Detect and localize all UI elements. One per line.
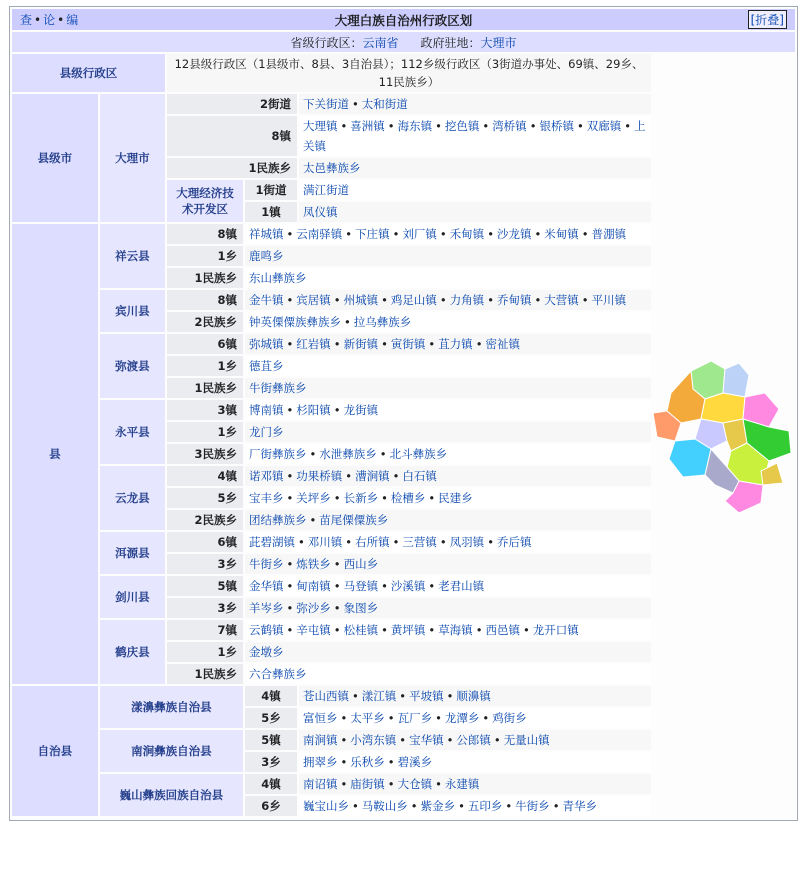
- list-cell: [245, 642, 651, 662]
- place-link[interactable]: 金墩乡: [249, 645, 284, 659]
- count-label: 1乡: [167, 422, 243, 442]
- county-name: 剑川县: [100, 576, 165, 618]
- list-cell: [245, 598, 651, 618]
- bullet-separator: •: [340, 711, 348, 725]
- bullet-separator: •: [392, 469, 400, 483]
- place-link[interactable]: 太平乡: [350, 711, 385, 725]
- bullet-separator: •: [435, 777, 442, 791]
- place-link[interactable]: 六合彝族乡: [249, 667, 307, 681]
- place-link[interactable]: 青华乡: [562, 799, 597, 813]
- bullet-separator: •: [522, 623, 530, 637]
- place-link[interactable]: 喜洲镇: [350, 119, 385, 133]
- place-link[interactable]: 瓦厂乡: [397, 711, 433, 725]
- list-cell: [245, 488, 651, 508]
- place-link[interactable]: 平川镇: [591, 293, 627, 307]
- place-link[interactable]: 牛街彝族乡: [249, 381, 307, 395]
- bullet-separator: •: [439, 227, 447, 241]
- bullet-separator: •: [333, 293, 341, 307]
- place-link[interactable]: 乔后镇: [496, 535, 532, 549]
- count-label: 1乡: [167, 356, 243, 376]
- place-link[interactable]: 乔甸镇: [496, 293, 532, 307]
- bullet-separator: •: [505, 799, 513, 813]
- place-link[interactable]: 凤羽镇: [449, 535, 485, 549]
- list-cell: [299, 94, 651, 114]
- list-cell: [299, 796, 651, 816]
- bullet-separator: •: [581, 227, 589, 241]
- place-link[interactable]: 牛街乡: [249, 557, 284, 571]
- count-label: 3民族乡: [167, 444, 243, 464]
- place-link[interactable]: 祥城镇: [249, 227, 284, 241]
- place-link[interactable]: 平坡镇: [409, 689, 444, 703]
- count-label: 1乡: [167, 642, 243, 662]
- list-cell: [245, 576, 651, 596]
- place-link[interactable]: 象图乡: [343, 601, 379, 615]
- count-label: 8镇: [167, 116, 297, 156]
- list-cell: [245, 444, 651, 464]
- bullet-separator: •: [381, 579, 388, 593]
- place-link[interactable]: 龙开口镇: [532, 623, 579, 637]
- county-name: 云龙县: [100, 466, 165, 530]
- bullet-separator: •: [286, 491, 294, 505]
- place-link[interactable]: 州城镇: [343, 293, 379, 307]
- navbox-above: [12, 32, 795, 52]
- place-link[interactable]: 紫金乡: [420, 799, 456, 813]
- list-cell: [245, 422, 651, 442]
- list-cell: [245, 510, 651, 530]
- bullet-separator: •: [333, 337, 341, 351]
- summary-text: [167, 54, 651, 92]
- place-link[interactable]: 牛街乡: [515, 799, 550, 813]
- bullet-separator: •: [534, 293, 542, 307]
- place-link[interactable]: 三营镇: [402, 535, 437, 549]
- place-link[interactable]: 关坪乡: [296, 491, 331, 505]
- list-cell: [245, 334, 651, 354]
- bullet-separator: •: [381, 491, 388, 505]
- count-label: 2民族乡: [167, 312, 243, 332]
- county-name: 祥云县: [100, 224, 165, 288]
- bullet-separator: •: [439, 535, 447, 549]
- navbox: [9, 6, 798, 821]
- place-link[interactable]: 德苴乡: [249, 359, 284, 373]
- place-link[interactable]: 大营镇: [544, 293, 579, 307]
- count-label: 3乡: [245, 752, 297, 772]
- list-cell: [245, 664, 651, 684]
- count-label: 2民族乡: [167, 510, 243, 530]
- place-link[interactable]: 银桥镇: [539, 119, 574, 133]
- place-link[interactable]: 庙街镇: [350, 777, 385, 791]
- place-link[interactable]: 西邑镇: [485, 623, 520, 637]
- bullet-separator: •: [534, 227, 542, 241]
- bullet-separator: •: [446, 689, 454, 703]
- place-link[interactable]: 马登镇: [343, 579, 379, 593]
- list-cell: [299, 116, 651, 156]
- bullet-separator: •: [286, 623, 294, 637]
- region-heqing: [723, 363, 749, 397]
- bullet-separator: •: [410, 799, 418, 813]
- place-link[interactable]: 公郎镇: [456, 733, 491, 747]
- place-link[interactable]: 金华镇: [249, 579, 284, 593]
- place-link[interactable]: 密祉镇: [485, 337, 520, 351]
- place-link[interactable]: 鸡街乡: [492, 711, 527, 725]
- bullet-separator: •: [493, 733, 501, 747]
- summary-separator: ；: [389, 57, 401, 71]
- place-link[interactable]: 下庄镇: [355, 227, 390, 241]
- place-link[interactable]: 沙溪镇: [390, 579, 426, 593]
- bullet-separator: •: [439, 293, 447, 307]
- count-label: 4镇: [245, 686, 297, 706]
- place-link[interactable]: 顺濞镇: [456, 689, 491, 703]
- bullet-separator: •: [482, 711, 490, 725]
- bullet-separator: •: [286, 579, 294, 593]
- bullet-separator: •: [399, 689, 407, 703]
- bullet-separator: •: [286, 557, 294, 571]
- bullet-separator: •: [286, 469, 294, 483]
- place-link[interactable]: 检槽乡: [390, 491, 426, 505]
- list-cell: [299, 180, 651, 200]
- place-link[interactable]: 大仓镇: [397, 777, 433, 791]
- place-link[interactable]: 太邑彝族乡: [303, 161, 361, 175]
- list-cell: [299, 774, 651, 794]
- bullet-separator: •: [387, 711, 395, 725]
- place-link[interactable]: 力角镇: [449, 293, 485, 307]
- summary-township-count: 112乡级行政区（3街道办事处、69镇、29乡、11民族乡）: [378, 57, 644, 89]
- bullet-separator: •: [333, 579, 341, 593]
- summary-county-count: 12县级行政区（1县级市、8县、3自治县）: [174, 57, 390, 71]
- autonomous-county-name: 巍山彝族回族自治县: [100, 774, 243, 816]
- place-link[interactable]: 宾居镇: [296, 293, 331, 307]
- list-cell: [245, 268, 651, 288]
- place-link[interactable]: 挖色镇: [444, 119, 480, 133]
- count-label: 2街道: [167, 94, 297, 114]
- count-label: 1乡: [167, 246, 243, 266]
- place-link[interactable]: 邓川镇: [307, 535, 343, 549]
- place-link[interactable]: 无量山镇: [503, 733, 550, 747]
- place-link[interactable]: 马鞍山乡: [361, 799, 408, 813]
- place-link[interactable]: 弥沙乡: [296, 601, 331, 615]
- place-link[interactable]: 红岩镇: [296, 337, 331, 351]
- bullet-separator: •: [352, 689, 359, 703]
- region-yangbi: [669, 439, 711, 477]
- place-link[interactable]: 龙门乡: [249, 425, 284, 439]
- count-label: 1民族乡: [167, 378, 243, 398]
- bullet-separator: •: [352, 799, 359, 813]
- bullet-separator: •: [624, 119, 632, 133]
- place-link[interactable]: 羊岑乡: [249, 601, 284, 615]
- bullet-separator: •: [428, 491, 436, 505]
- bullet-separator: •: [387, 119, 395, 133]
- place-link[interactable]: 下关街道: [303, 97, 349, 111]
- county-name: 永平县: [100, 400, 165, 464]
- place-link[interactable]: 太和街道: [361, 97, 408, 111]
- bullet-separator: •: [458, 799, 465, 813]
- bullet-separator: •: [340, 733, 348, 747]
- place-link[interactable]: 拉乌彝族乡: [353, 315, 412, 329]
- place-link[interactable]: 龙街镇: [343, 403, 379, 417]
- place-link[interactable]: 苴力镇: [438, 337, 473, 351]
- place-link[interactable]: 宝丰乡: [249, 491, 284, 505]
- bullet-separator: •: [381, 293, 388, 307]
- count-label: 5乡: [167, 488, 243, 508]
- bullet-separator: •: [446, 733, 454, 747]
- group-autonomous: 自治县: [12, 686, 98, 816]
- place-link[interactable]: 鸡足山镇: [390, 293, 437, 307]
- place-link[interactable]: 苗尾傈僳族乡: [319, 513, 389, 527]
- bullet-separator: •: [381, 337, 388, 351]
- zone-name: 大理经济技术开发区: [167, 180, 243, 222]
- place-link[interactable]: 刘厂镇: [402, 227, 437, 241]
- place-link[interactable]: 东山彝族乡: [249, 271, 307, 285]
- count-label: 1民族乡: [167, 158, 297, 178]
- place-link[interactable]: 寅街镇: [390, 337, 426, 351]
- count-label: 4镇: [167, 466, 243, 486]
- count-label: 7镇: [167, 620, 243, 640]
- count-label: 1镇: [245, 202, 297, 222]
- bullet-separator: •: [475, 623, 483, 637]
- bullet-separator: •: [482, 119, 490, 133]
- count-label: 6镇: [167, 334, 243, 354]
- count-label: 1街道: [245, 180, 297, 200]
- count-label: 5镇: [245, 730, 297, 750]
- city-dali: 大理市: [100, 94, 165, 222]
- place-link[interactable]: 草海镇: [438, 623, 473, 637]
- bullet-separator: •: [345, 535, 353, 549]
- place-link[interactable]: 米甸镇: [544, 227, 579, 241]
- place-link[interactable]: 黄坪镇: [390, 623, 426, 637]
- place-link[interactable]: 宝华镇: [409, 733, 444, 747]
- count-label: 3乡: [167, 554, 243, 574]
- bullet-separator: •: [352, 97, 359, 111]
- bullet-separator: •: [345, 469, 353, 483]
- place-link[interactable]: 双廊镇: [586, 119, 622, 133]
- bullet-separator: •: [435, 119, 442, 133]
- bullet-separator: •: [552, 799, 560, 813]
- seat-link[interactable]: 大理市: [480, 35, 517, 50]
- list-cell: [245, 246, 651, 266]
- place-link[interactable]: 上关镇: [303, 119, 646, 153]
- bullet-separator: •: [581, 293, 589, 307]
- place-link[interactable]: 凤仪镇: [303, 205, 338, 219]
- place-link[interactable]: 炼铁乡: [296, 557, 331, 571]
- bullet-separator: •: [333, 557, 341, 571]
- list-cell: [299, 752, 651, 772]
- dali-prefecture-map: [653, 353, 793, 518]
- bullet-separator: •: [286, 293, 294, 307]
- group-city: 县级市: [12, 94, 98, 222]
- count-label: 5乡: [245, 708, 297, 728]
- place-link[interactable]: 禾甸镇: [449, 227, 485, 241]
- place-link[interactable]: 南涧镇: [303, 733, 338, 747]
- place-link[interactable]: 乐秋乡: [350, 755, 385, 769]
- count-label: 3乡: [167, 598, 243, 618]
- bullet-separator: •: [428, 623, 436, 637]
- bullet-separator: •: [286, 227, 294, 241]
- place-link[interactable]: 富恒乡: [303, 711, 338, 725]
- place-link[interactable]: 杉阳镇: [296, 403, 331, 417]
- place-link[interactable]: 云鹤镇: [249, 623, 284, 637]
- bullet-separator: •: [387, 755, 395, 769]
- bullet-separator: •: [487, 535, 494, 549]
- bullet-separator: •: [340, 755, 348, 769]
- autonomous-county-name: 南涧彝族自治县: [100, 730, 243, 772]
- place-link[interactable]: 云南驿镇: [296, 227, 343, 241]
- bullet-separator: •: [435, 711, 442, 725]
- place-link[interactable]: 新街镇: [343, 337, 379, 351]
- count-label: 5镇: [167, 576, 243, 596]
- place-link[interactable]: 漕涧镇: [355, 469, 390, 483]
- list-cell: [245, 532, 651, 552]
- bullet-separator: •: [340, 777, 348, 791]
- place-link[interactable]: 甸南镇: [296, 579, 331, 593]
- autonomous-county-name: 漾濞彝族自治县: [100, 686, 243, 728]
- place-link[interactable]: 满江街道: [303, 183, 349, 197]
- county-name: 弥渡县: [100, 334, 165, 398]
- place-link[interactable]: 长新乡: [343, 491, 379, 505]
- place-link[interactable]: 湾桥镇: [492, 119, 527, 133]
- count-label: 8镇: [167, 290, 243, 310]
- bullet-separator: •: [333, 601, 341, 615]
- talk-link[interactable]: 论: [43, 13, 56, 27]
- bullet-separator: •: [392, 227, 400, 241]
- count-label: 6镇: [167, 532, 243, 552]
- place-link[interactable]: 功果桥镇: [296, 469, 343, 483]
- count-label: 4镇: [245, 774, 297, 794]
- list-cell: [245, 620, 651, 640]
- bullet-separator: •: [475, 337, 483, 351]
- county-name: 洱源县: [100, 532, 165, 574]
- place-link[interactable]: 普淜镇: [591, 227, 627, 241]
- division-table: [10, 52, 795, 818]
- place-link[interactable]: 弥城镇: [249, 337, 284, 351]
- bullet-separator: •: [309, 513, 317, 527]
- place-link[interactable]: 老君山镇: [438, 579, 485, 593]
- bullet-separator: •: [286, 403, 294, 417]
- bullet-separator: •: [529, 119, 537, 133]
- navbox-title-bar: [12, 9, 795, 30]
- list-cell: [299, 686, 651, 706]
- bullet-separator: •: [309, 447, 317, 461]
- navbox-title: 大理白族自治州行政区划: [334, 12, 473, 28]
- place-link[interactable]: 漾江镇: [361, 689, 397, 703]
- count-label: 6乡: [245, 796, 297, 816]
- collapse-button[interactable]: [折叠]: [748, 10, 787, 29]
- place-link[interactable]: 厂街彝族乡: [249, 447, 307, 461]
- place-link[interactable]: 碧溪乡: [397, 755, 433, 769]
- list-cell: [245, 290, 651, 310]
- place-link[interactable]: 白石镇: [402, 469, 437, 483]
- bullet-separator: •: [379, 447, 387, 461]
- place-link[interactable]: 龙潭乡: [444, 711, 480, 725]
- list-cell: [299, 158, 651, 178]
- bullet-separator: •: [387, 777, 395, 791]
- place-link[interactable]: 沙龙镇: [496, 227, 532, 241]
- place-link[interactable]: 金牛镇: [249, 293, 284, 307]
- place-link[interactable]: 拥翠乡: [303, 755, 338, 769]
- list-cell: [245, 466, 651, 486]
- bullet-separator: •: [381, 623, 388, 637]
- place-link[interactable]: 钟英傈僳族彝族乡: [249, 315, 341, 329]
- place-link[interactable]: 博南镇: [249, 403, 284, 417]
- bullet-separator: •: [428, 337, 436, 351]
- place-link[interactable]: 辛屯镇: [296, 623, 331, 637]
- bullet-separator: •: [487, 293, 494, 307]
- bullet-separator: •: [487, 227, 494, 241]
- place-link[interactable]: 北斗彝族乡: [389, 447, 448, 461]
- bullet-separator: •: [428, 579, 436, 593]
- bullet-separator: •: [399, 733, 407, 747]
- place-link[interactable]: 南诏镇: [303, 777, 338, 791]
- bullet-separator: •: [333, 623, 341, 637]
- list-cell: [245, 400, 651, 420]
- bullet-separator: •: [340, 119, 348, 133]
- list-cell: [299, 730, 651, 750]
- count-label: 8镇: [167, 224, 243, 244]
- view-talk-edit: 查 • 论 • 编: [20, 13, 79, 27]
- place-link[interactable]: 永建镇: [444, 777, 480, 791]
- province-label: 省级行政区：: [290, 35, 363, 50]
- place-link[interactable]: 团结彝族乡: [249, 513, 307, 527]
- place-link[interactable]: 西山乡: [343, 557, 379, 571]
- map-cell: [653, 54, 793, 816]
- bullet-separator: •: [333, 403, 341, 417]
- list-cell: [245, 378, 651, 398]
- count-label: 3镇: [167, 400, 243, 420]
- seat-label: 政府驻地：: [420, 35, 481, 50]
- place-link[interactable]: 民建乡: [438, 491, 473, 505]
- list-cell: [245, 224, 651, 244]
- count-label: 1民族乡: [167, 664, 243, 684]
- bullet-separator: •: [345, 227, 353, 241]
- edit-link[interactable]: 编: [66, 13, 79, 27]
- bullet-separator: •: [286, 601, 294, 615]
- place-link[interactable]: 苍山西镇: [303, 689, 349, 703]
- bullet-separator: •: [333, 491, 341, 505]
- place-link[interactable]: 诺邓镇: [249, 469, 284, 483]
- bullet-separator: •: [576, 119, 584, 133]
- place-link[interactable]: 松桂镇: [343, 623, 379, 637]
- bullet-separator: •: [298, 535, 305, 549]
- list-cell: [245, 356, 651, 376]
- list-cell: [299, 202, 651, 222]
- bullet-separator: •: [392, 535, 400, 549]
- list-cell: [245, 312, 651, 332]
- place-link[interactable]: 水泄彝族乡: [319, 447, 377, 461]
- list-cell: [245, 554, 651, 574]
- place-link[interactable]: 巍宝山乡: [303, 799, 349, 813]
- county-name: 宾川县: [100, 290, 165, 332]
- bullet-separator: •: [286, 337, 294, 351]
- bullet-separator: •: [344, 315, 351, 329]
- place-link[interactable]: 茈碧湖镇: [249, 535, 295, 549]
- place-link[interactable]: 海东镇: [397, 119, 433, 133]
- summary-label: 县级行政区: [12, 54, 165, 92]
- place-link[interactable]: 鹿鸣乡: [249, 249, 284, 263]
- province-link[interactable]: 云南省: [362, 35, 399, 50]
- view-link[interactable]: 查: [20, 13, 33, 27]
- county-name: 鹤庆县: [100, 620, 165, 684]
- place-link[interactable]: 小湾东镇: [350, 733, 397, 747]
- place-link[interactable]: 大理镇: [303, 119, 338, 133]
- count-label: 1民族乡: [167, 268, 243, 288]
- place-link[interactable]: 五印乡: [467, 799, 503, 813]
- list-cell: [299, 708, 651, 728]
- place-link[interactable]: 右所镇: [355, 535, 390, 549]
- group-county: 县: [12, 224, 98, 684]
